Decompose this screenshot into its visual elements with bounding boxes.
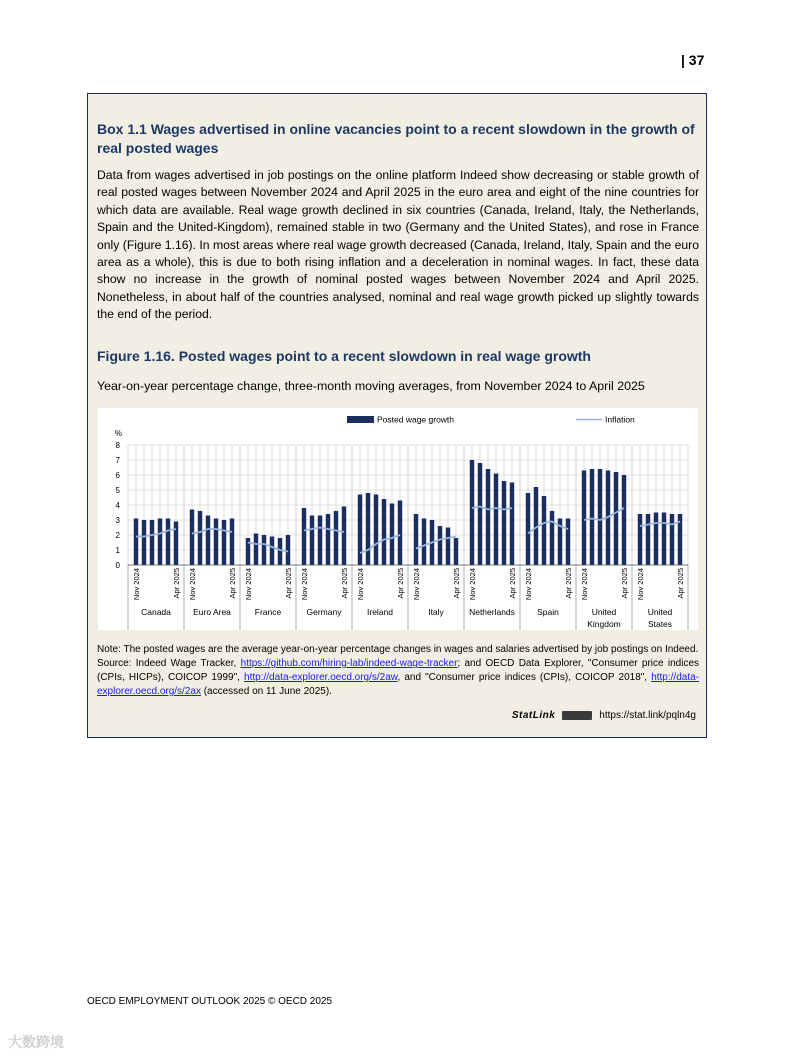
bar-posted-wage xyxy=(414,514,418,565)
bar-posted-wage xyxy=(382,499,386,565)
bar-posted-wage xyxy=(494,474,498,566)
bar-posted-wage xyxy=(206,516,210,566)
bar-posted-wage xyxy=(614,472,618,565)
x-group-label: Ireland xyxy=(367,607,393,617)
bar-posted-wage xyxy=(590,469,594,565)
bar-posted-wage xyxy=(318,516,322,566)
x-tick-label-start: Nov 2024 xyxy=(188,568,197,601)
bar-posted-wage xyxy=(654,513,658,566)
x-tick-label-end: Apr 2025 xyxy=(508,568,517,599)
legend-bar-swatch xyxy=(347,416,374,423)
x-tick-label-end: Apr 2025 xyxy=(620,568,629,599)
box-1-1 xyxy=(87,93,707,738)
figure-note xyxy=(97,643,699,699)
x-tick-label-end: Apr 2025 xyxy=(228,568,237,599)
bar-posted-wage xyxy=(598,469,602,565)
watermark-text: 大数跨境 xyxy=(8,1034,64,1050)
note-text: Note: The posted wages are the average year-on-year percentage changes in wages and salaries advertised by job postings on Indeed. xyxy=(97,644,699,655)
watermark-logo xyxy=(8,1032,64,1052)
source-link-indeed[interactable]: https://github.com/hiring-lab/indeed-wage-tracker xyxy=(240,658,458,669)
bar-posted-wage xyxy=(646,514,650,565)
bar-posted-wage xyxy=(278,538,282,565)
x-tick-label-end: Apr 2025 xyxy=(452,568,461,599)
bar-posted-wage xyxy=(438,526,442,565)
bar-posted-wage xyxy=(582,471,586,566)
bar-posted-wage xyxy=(342,507,346,566)
statlink-brand: StatLink xyxy=(511,710,556,721)
y-tick-label: 5 xyxy=(115,486,120,495)
source-text: Source: Indeed Wage Tracker, xyxy=(97,658,241,669)
x-tick-label-end: Apr 2025 xyxy=(172,568,181,599)
y-tick-label: 7 xyxy=(115,456,120,465)
bar-posted-wage xyxy=(486,469,490,565)
x-group-label: France xyxy=(254,607,282,617)
bar-posted-wage xyxy=(670,514,674,565)
bar-posted-wage xyxy=(302,508,306,565)
source-link-oecd-2018[interactable]: http://data-explorer.oecd.org/s/2ax xyxy=(97,672,699,697)
bar-posted-wage xyxy=(214,519,218,566)
bar-posted-wage xyxy=(446,528,450,566)
bar-posted-wage xyxy=(198,511,202,565)
x-tick-label-start: Nov 2024 xyxy=(300,568,309,601)
page-footer: OECD EMPLOYMENT OUTLOOK 2025 © OECD 2025 xyxy=(87,996,333,1007)
box-body-text: Data from wages advertised in job postings on the online platform Indeed show decreasing or stable growth of real posted wages between November 2024 and April 2025 in the euro area and eight of the nine countries for which data are available. Real wage growth declined in six countries (Canada, Ireland, Italy, the Netherlands, Spain and the United-Kingdom), remained stable in two (Germany and the United States), and rose in France only (Figure 1.16). In most areas where real wage growth decreased (Canada, Ireland, Italy, Spain and the euro area as a whole), this is due to both rising inflation and a deceleration in nominal wages. In fact, these data show no increase in the growth of nominal posted wages between November 2024 and April 2025. Nonetheless, in about half of the countries analysed, nominal and real wage growth picked up slightly towards the end of the period. xyxy=(97,168,699,322)
bar-line-chart xyxy=(98,408,698,630)
bar-posted-wage xyxy=(150,520,154,565)
bar-posted-wage xyxy=(390,504,394,566)
bar-posted-wage xyxy=(334,511,338,565)
y-tick-label: 3 xyxy=(115,516,120,525)
y-axis-label: % xyxy=(114,429,122,438)
legend-label-line: Inflation xyxy=(605,414,635,425)
bar-posted-wage xyxy=(526,493,530,565)
bar-posted-wage xyxy=(550,511,554,565)
y-tick-label: 2 xyxy=(115,531,120,540)
bar-posted-wage xyxy=(422,519,426,566)
x-group-label: United xyxy=(591,607,617,617)
x-tick-label-start: Nov 2024 xyxy=(580,568,589,601)
bar-posted-wage xyxy=(542,496,546,565)
y-tick-label: 1 xyxy=(115,546,120,555)
source-link-oecd-1999[interactable]: http://data-explorer.oecd.org/s/2aw xyxy=(244,672,398,683)
x-group-label: Euro Area xyxy=(193,607,231,617)
box-title: Box 1.1 Wages advertised in online vacancies point to a recent slowdown in the growth of real posted wages xyxy=(97,121,695,156)
bar-posted-wage xyxy=(174,522,178,566)
bar-posted-wage xyxy=(358,495,362,566)
bar-posted-wage xyxy=(158,519,162,566)
y-tick-label: 4 xyxy=(115,501,120,510)
bar-posted-wage xyxy=(478,463,482,565)
x-tick-label-end: Apr 2025 xyxy=(284,568,293,599)
bar-posted-wage xyxy=(326,514,330,565)
x-tick-label-end: Apr 2025 xyxy=(564,568,573,599)
source-text: , and "Consumer price indices (CPIs), COICOP 2018", xyxy=(397,672,652,683)
statlink xyxy=(512,710,696,721)
statlink-logo-icon xyxy=(562,711,592,720)
x-group-label: Canada xyxy=(141,607,171,617)
bar-posted-wage xyxy=(142,520,146,565)
page-number: | 37 xyxy=(681,52,705,68)
bar-posted-wage xyxy=(230,519,234,566)
bar-posted-wage xyxy=(662,513,666,566)
bar-posted-wage xyxy=(222,520,226,565)
bar-posted-wage xyxy=(638,514,642,565)
figure-title: Figure 1.16. Posted wages point to a recent slowdown in real wage growth xyxy=(97,348,591,364)
x-tick-label-start: Nov 2024 xyxy=(356,568,365,601)
y-tick-label: 6 xyxy=(115,471,120,480)
bar-posted-wage xyxy=(566,519,570,566)
bar-posted-wage xyxy=(374,495,378,566)
source-text: ; and OECD Data Explorer, "Consumer price indices (CPIs, HICPs), COICOP 1999", xyxy=(97,658,700,683)
x-tick-label-end: Apr 2025 xyxy=(396,568,405,599)
figure-subtitle: Year-on-year percentage change, three-month moving averages, from November 2024 to April 2025 xyxy=(97,379,645,393)
bar-posted-wage xyxy=(286,535,290,565)
bar-posted-wage xyxy=(270,537,274,566)
y-tick-label: 8 xyxy=(115,441,120,450)
bar-posted-wage xyxy=(622,475,626,565)
x-tick-label-end: Apr 2025 xyxy=(676,568,685,599)
bar-posted-wage xyxy=(502,481,506,565)
legend-label-bars: Posted wage growth xyxy=(377,414,455,425)
x-tick-label-end: Apr 2025 xyxy=(340,568,349,599)
x-tick-label-start: Nov 2024 xyxy=(244,568,253,601)
x-tick-label-start: Nov 2024 xyxy=(412,568,421,601)
bar-posted-wage xyxy=(190,510,194,566)
x-group-label: States xyxy=(647,619,673,629)
x-group-label: Germany xyxy=(306,607,342,617)
bar-posted-wage xyxy=(454,538,458,565)
x-tick-label-start: Nov 2024 xyxy=(468,568,477,601)
bar-posted-wage xyxy=(398,501,402,566)
bar-posted-wage xyxy=(510,483,514,566)
y-tick-label: 0 xyxy=(115,561,120,570)
bar-posted-wage xyxy=(310,516,314,566)
x-group-label: Netherlands xyxy=(469,607,515,617)
bar-posted-wage xyxy=(366,493,370,565)
bar-posted-wage xyxy=(262,535,266,565)
source-text: (accessed on 11 June 2025). xyxy=(200,686,332,697)
bar-posted-wage xyxy=(470,460,474,565)
x-tick-label-start: Nov 2024 xyxy=(132,568,141,601)
bar-posted-wage xyxy=(166,519,170,566)
x-tick-label-start: Nov 2024 xyxy=(636,568,645,601)
x-group-label: Kingdom xyxy=(587,619,621,629)
bar-posted-wage xyxy=(134,519,138,566)
chart-area xyxy=(98,408,698,630)
bar-posted-wage xyxy=(254,534,258,566)
x-group-label: Spain xyxy=(537,607,559,617)
x-group-label: Italy xyxy=(428,607,444,617)
x-group-label: United xyxy=(647,607,673,617)
statlink-url[interactable]: https://stat.link/pqln4g xyxy=(599,710,696,721)
x-tick-label-start: Nov 2024 xyxy=(524,568,533,601)
